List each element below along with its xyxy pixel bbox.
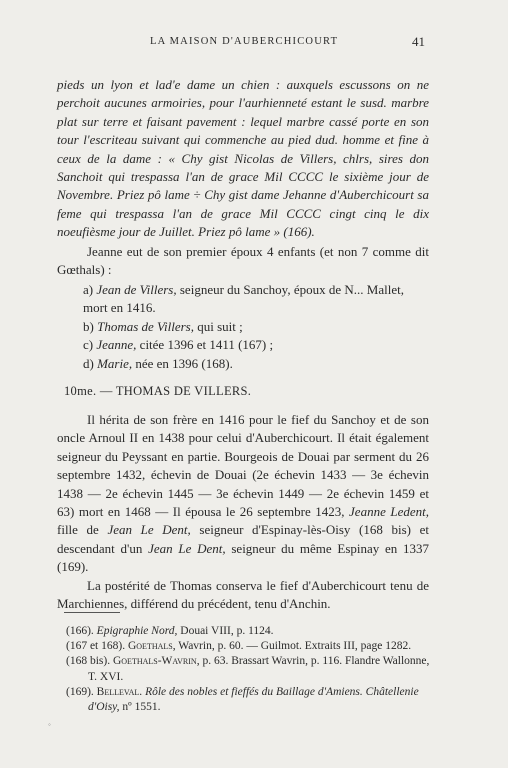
footnote [66,624,440,639]
footnotes [66,624,440,715]
list-item [57,336,429,354]
footnote-text: p. 63. Brassart Wavrin, p. 116. Flandre Wallonne, T. XVI. [88,655,430,683]
list-item [57,281,429,318]
item-letter: d) [83,355,94,371]
item-name: Jeanne, [96,337,137,353]
quote-block [57,76,429,242]
item-letter: a) [83,282,94,297]
footnote-text: Wavrin, p. 60. — Guilmot. Extraits III, page 1282. [175,640,412,653]
item-desc: seigneur du Sanchoy, époux de N... Mallet, mort en 1416. [83,282,404,316]
item-name: Marie, [97,355,133,371]
item-name: Jean de Villers, [96,282,177,297]
para-text: Il hérita de son frère en 1416 pour le fief du Sanchoy et de son oncle Arnoul II en 1438 pour celui d'Auberchicourt. Il était également seigneur du Peyssant en partie. Bourgeois de Douai par serment du 26 septembre 1432, échevin de Douai (2e échevin 1433 — 3e échevin 1438 — 2e échevin 1445 — 3e échevin 1449 — 2e échevin 1459 et 63) mort en 1468 — Il épousa le 26 septembre 1423, [57,412,429,520]
body-paragraph [57,411,429,577]
footnote [66,654,440,684]
person-name: Jean Le Dent, [107,522,191,538]
section-heading: 10me. — THOMAS DE VILLERS. [64,384,252,398]
children-intro [57,243,429,280]
footnote-author: Belleval. [96,685,143,698]
quote-text: pieds un lyon et lad'e dame un chien : auxquels escussons on ne perchoit aucunes armoiries, pour l'aurhienneté estant le susd. marbre plat sur terre et faisant pavement : lequel marbre cassé porte en son tour l'escriteau suivant qui commenche au pied dud. homme et fine à ceux de la dame : « Chy gist Nicolas de Villers, chlrs, sires don Sanchoit qui trespassa l'an de grace Mil CCCC le sixième jour de Novembre. Priez pô lame ÷ Chy gist dame Jehanne d'Auberchicourt sa feme qui trespassa l'an de grace Mil CCCC cingt cinq le dix noeufièsme jour de Juillet. Priez pô lame » (166). [57,77,429,240]
item-desc: citée 1396 et 1411 (167) ; [136,337,274,353]
body-paragraph: La postérité de Thomas conserva le fief d'Auberchicourt tenu de Marchiennes, différend du précédent, tenu d'Anchin. [57,577,429,612]
item-desc: née en 1396 (168). [132,355,233,371]
section-body [57,411,429,613]
running-title: LA MAISON D'AUBERCHICOURT [150,36,339,47]
children-list [57,281,429,373]
footnote-number: (168 bis). [66,655,111,668]
footnote-number: (169). [66,685,94,698]
children-intro-text: Jeanne eut de son premier époux 4 enfants (et non 7 comme dit Gœthals) : [57,244,429,278]
item-letter: b) [83,318,94,334]
footnote-author: Goethals-Wavrin, [112,655,200,668]
list-item [57,355,429,373]
page-number: 41 [412,34,425,49]
footnote-divider [64,612,120,613]
para-text: fille de [57,522,108,538]
footnote-number: (167 et 168). [66,640,126,653]
footnote-author: Goethals, [127,640,176,653]
item-desc: qui suit ; [194,318,243,334]
footnote-text: nº 1551. [119,701,161,714]
footnote-title: Epigraphie Nord, [96,625,178,637]
footnote [66,685,440,715]
footnote [66,639,440,654]
para-text: seigneur d'Espinay-lès-Oisy (168 bis) et descendant d'un [57,522,429,556]
margin-mark: ◦ [48,720,51,729]
footnote-text: Douai VIII, p. 1124. [177,625,274,637]
footnote-title: Rôle des nobles et fieffés du Baillage d'Amiens. Châtellenie d'Oisy, [88,685,419,714]
person-name: Jeanne Ledent, [349,504,429,520]
person-name: Jean Le Dent, [148,540,226,556]
footnote-number: (166). [66,625,94,637]
list-item [57,318,429,336]
para-text: seigneur du même Espinay en 1337 (169). [57,540,430,575]
item-name: Thomas de Villers, [97,318,194,334]
item-letter: c) [83,337,94,353]
